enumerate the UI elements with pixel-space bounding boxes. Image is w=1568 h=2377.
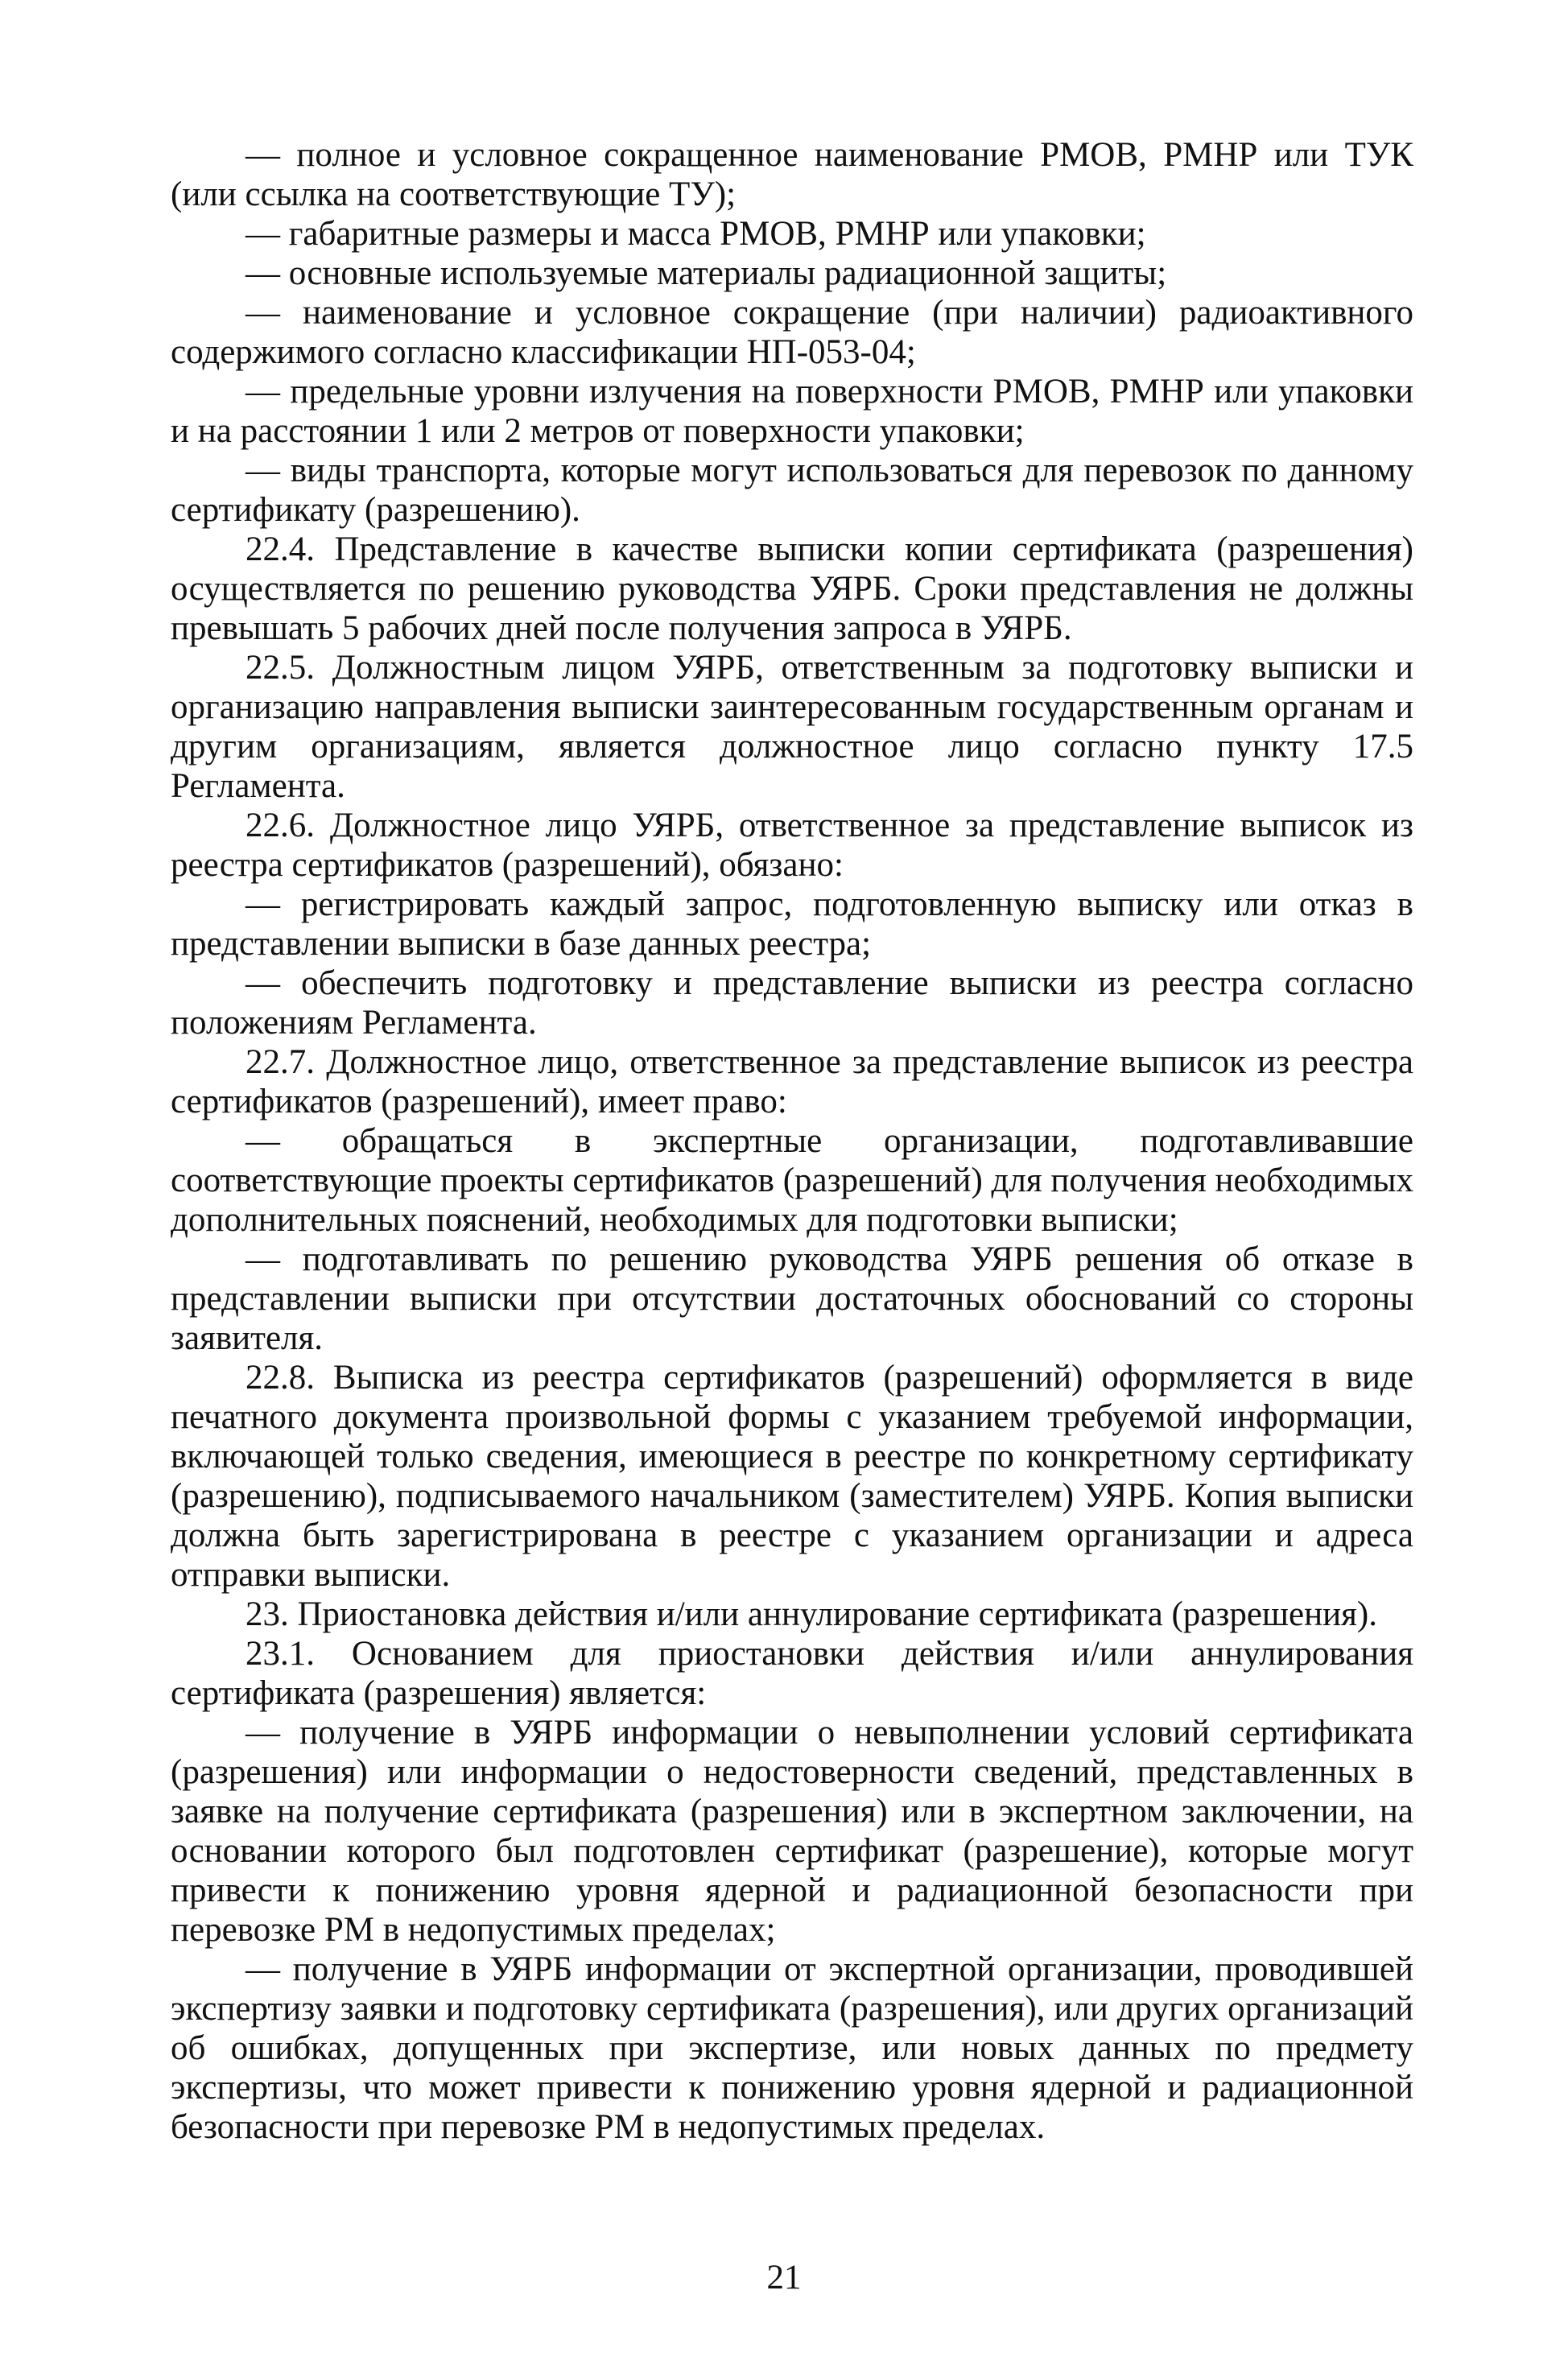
paragraph: — получение в УЯРБ информации от экспертной организации, проводившей экспертизу заявки и подготовку сертификата (разрешения), или других организаций об ошибках, допущенных при экспертизе, или новых данных по предмету экспертизы, что может привести к понижению уровня ядерной и радиационной безопасности при перевозке РМ в недопустимых пределах. [171,1950,1413,2146]
paragraph: 23.1. Основанием для приостановки действия и/или аннулирования сертификата (разрешения) является: [171,1635,1413,1712]
paragraph: — габаритные размеры и масса РМОВ, РМНР или упаковки; [246,215,1146,253]
paragraph: — регистрировать каждый запрос, подготовленную выписку или отказ в представлении выписки в базе данных реестра; [171,885,1413,963]
paragraph: 22.5. Должностным лицом УЯРБ, ответственным за подготовку выписки и организацию направления выписки заинтересованным государственным органам и другим организациям, является должностное лицо согласно пункту 17.5 Регламента. [171,649,1413,805]
paragraph: 22.7. Должностное лицо, ответственное за представление выписок из реестра сертификатов (разрешений), имеет право: [171,1043,1413,1120]
paragraph: — предельные уровни излучения на поверхности РМОВ, РМНР или упаковки и на расстоянии 1 или 2 метров от поверхности упаковки; [171,373,1413,450]
paragraph: 22.6. Должностное лицо УЯРБ, ответственное за представление выписок из реестра сертификатов (разрешений), обязано: [171,807,1413,884]
paragraph: — наименование и условное сокращение (при наличии) радиоактивного содержимого согласно классификации НП-053-04; [171,294,1413,371]
paragraph: — обеспечить подготовку и представление выписки из реестра согласно положениям Регламента. [171,964,1413,1042]
paragraph: — обращаться в экспертные организации, подготавливавшие соответствующие проекты сертификатов (разрешений) для получения необходимых дополнительных пояснений, необходимых для подготовки выписки; [171,1122,1413,1239]
section-heading: 23. Приостановка действия и/или аннулирование сертификата (разрешения). [246,1595,1377,1633]
page-number: 21 [766,2259,802,2297]
paragraph: — виды транспорта, которые могут использоваться для перевозок по данному сертификату (разрешению). [171,452,1413,529]
paragraph: — основные используемые материалы радиационной защиты; [246,254,1167,292]
paragraph: — полное и условное сокращенное наименование РМОВ, РМНР или ТУК (или ссылка на соответствующие ТУ); [171,136,1413,213]
body-text [171,135,1413,2147]
paragraph: — подготавливать по решению руководства УЯРБ решения об отказе в представлении выписки при отсутствии достаточных обоснований со стороны заявителя. [171,1240,1413,1357]
paragraph: 22.8. Выписка из реестра сертификатов (разрешений) оформляется в виде печатного документа произвольной формы с указанием требуемой информации, включающей только сведения, имеющиеся в реестре по конкретному сертификату (разрешению), подписываемого начальником (заместителем) УЯРБ. Копия выписки должна быть зарегистрирована в реестре с указанием организации и адреса отправки выписки. [171,1359,1413,1594]
paragraph: — получение в УЯРБ информации о невыполнении условий сертификата (разрешения) или информации о недостоверности сведений, представленных в заявке на получение сертификата (разрешения) или в экспертном заключении, на основании которого был подготовлен сертификат (разрешение), которые могут привести к понижению уровня ядерной и радиационной безопасности при перевозке РМ в недопустимых пределах; [171,1714,1413,1949]
paragraph: 22.4. Представление в качестве выписки копии сертификата (разрешения) осуществляется по решению руководства УЯРБ. Сроки представления не должны превышать 5 рабочих дней после получения запроса в УЯРБ. [171,530,1413,647]
